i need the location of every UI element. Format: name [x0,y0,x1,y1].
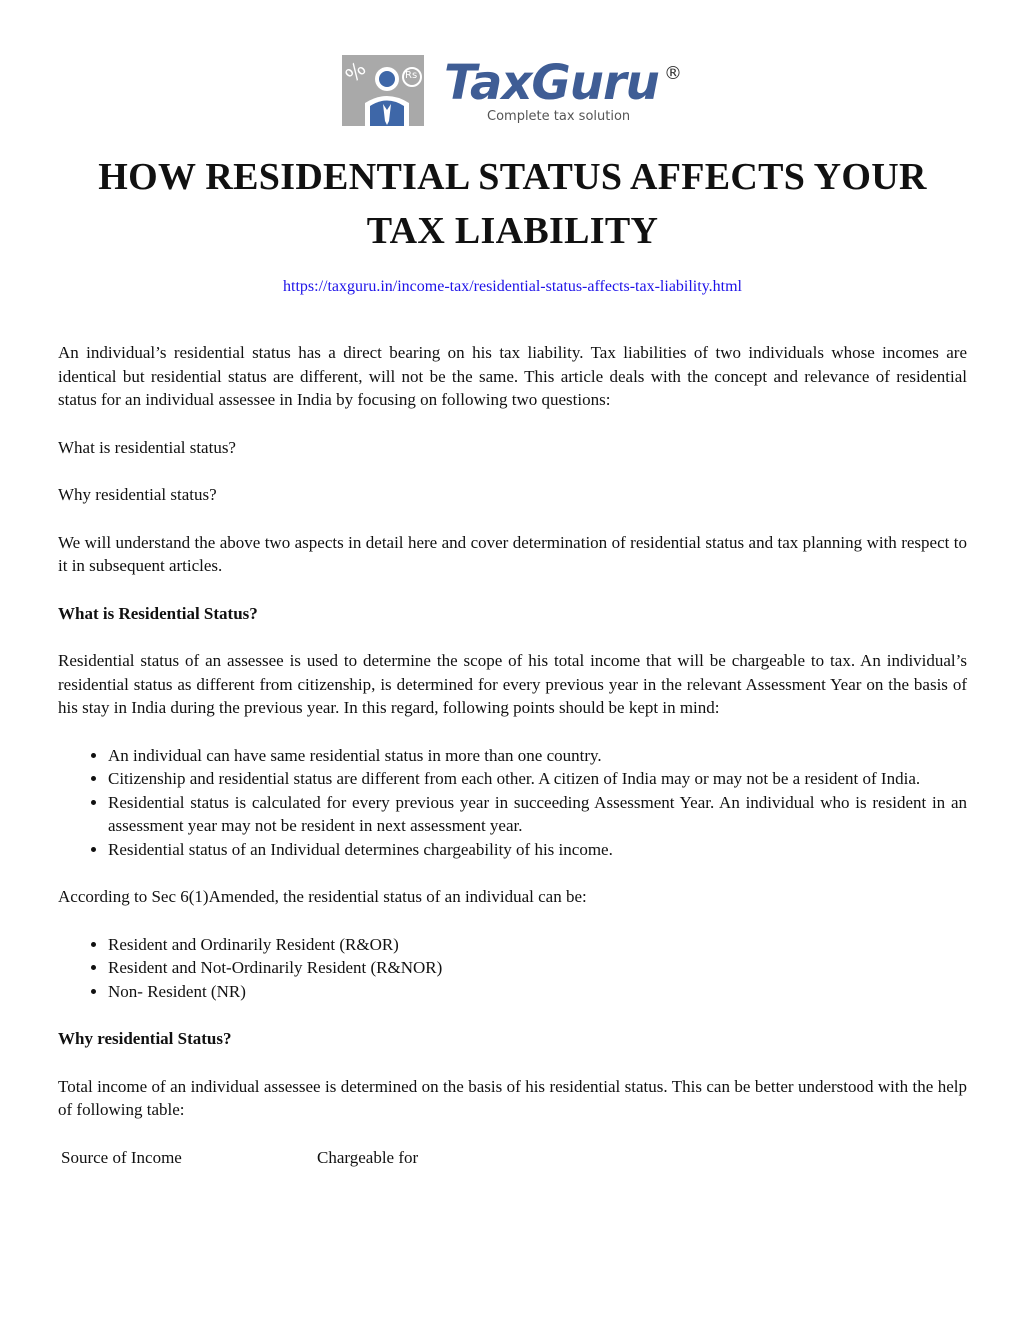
question-why: Why residential status? [58,485,217,504]
list-item: • Residential status of an Individual determines chargeability of his income. [108,838,967,862]
section-6-paragraph: According to Sec 6(1)Amended, the residential status of an individual can be: [58,887,587,906]
understand-paragraph: We will understand the above two aspects in detail here and cover determination of residential status and tax planning with respect to it in subsequent articles. [58,532,967,575]
list-item: • Citizenship and residential status are different from each other. A citizen of India may or may not be a resident of India. [108,767,967,791]
what-paragraph: Residential status of an assessee is used to determine the scope of his total income that will be chargeable to tax. An individual’s residential status as different from citizenship, is determined for every previous year in the relevant Assessment Year on the basis of his stay in India during the previous year. In this regard, following points should be kept in mind: [58,651,967,717]
logo-rs-glyph: Rs [405,70,418,81]
table-header-chargeable: Chargeable for [317,1147,419,1167]
article-body [58,341,967,1170]
section-heading-why: Why residential Status? [58,1029,232,1048]
why-paragraph: Total income of an individual assessee is determined on the basis of his residential status. This can be better understood with the help of following table: [58,1076,967,1119]
list-item: • Resident and Not-Ordinarily Resident (R&NOR) [108,956,967,980]
logo-registered-mark: ® [664,63,682,84]
page-title: HOW RESIDENTIAL STATUS AFFECTS YOUR TAX LIABILITY [98,156,927,252]
logo-wordmark: TaxGuru [444,55,659,111]
list-item: • Residential status is calculated for every previous year in succeeding Assessment Year. An individual who is resident in an assessment year may not be resident in next assessment year. [108,791,967,838]
table-header-source: Source of Income [61,1147,182,1167]
list-item: • Resident and Ordinarily Resident (R&OR) [108,933,967,957]
section-heading-what: What is Residential Status? [58,603,258,623]
status-list [58,933,967,1004]
taxguru-logo[interactable] [342,55,686,128]
logo-percent-glyph: % [340,56,371,88]
list-item: • Non- Resident (NR) [108,980,967,1004]
list-item: • An individual can have same residential status in more than one country. [108,744,967,768]
question-what: What is residential status? [58,437,236,457]
points-list [58,744,967,862]
intro-paragraph: An individual’s residential status has a direct bearing on his tax liability. Tax liabilities of two individuals whose incomes are identical but residential status are different, will not be the same. This article deals with the concept and relevance of residential status for an individual assessee in India by focusing on following two questions: [58,343,967,409]
source-url-link[interactable]: https://taxguru.in/income-tax/residential-status-affects-tax-liability.html [283,278,742,295]
income-table-header [58,1146,967,1170]
logo-tagline: Complete tax solution [487,109,631,124]
